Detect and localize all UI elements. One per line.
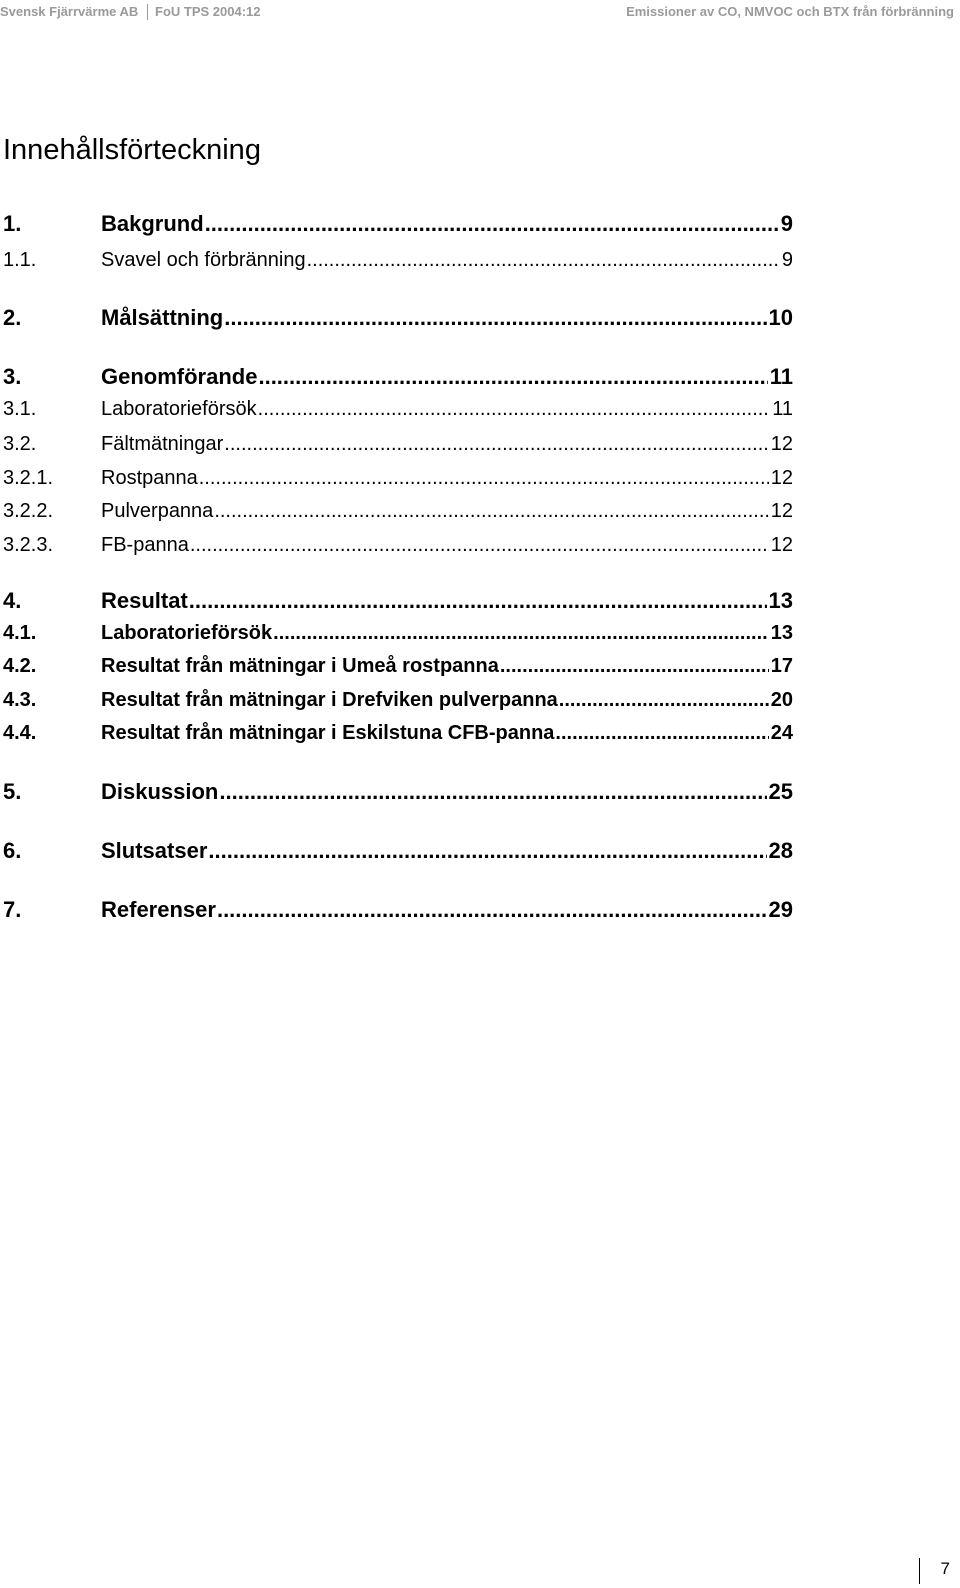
toc-entry-number: 3.2.3.	[3, 534, 54, 556]
toc-entry-page: 25	[768, 779, 793, 804]
header-organization: Svensk Fjärrvärme AB	[0, 4, 139, 19]
toc-dot-leader	[219, 779, 766, 805]
toc-entry-number: 4.2.	[3, 655, 37, 677]
toc-entry-page: 13	[770, 622, 793, 644]
toc-entry-number: 4.	[3, 588, 22, 613]
toc-entry-page: 29	[768, 897, 793, 922]
toc-entry-title: Fältmätningar	[101, 433, 224, 455]
toc-entry-page: 11	[769, 364, 793, 389]
toc-entry-number: 3.	[3, 364, 22, 389]
toc-entry[interactable]	[3, 534, 793, 560]
header-document-title: Emissioner av CO, NMVOC och BTX från förbränning	[626, 4, 954, 19]
header-separator	[147, 4, 148, 20]
toc-entry-number: 4.3.	[3, 689, 37, 711]
toc-entry[interactable]	[3, 305, 793, 331]
toc-entry-number: 4.1.	[3, 622, 37, 644]
toc-entry-title: Genomförande	[101, 364, 258, 389]
toc-entry-number: 7.	[3, 897, 22, 922]
toc-entry-page: 17	[770, 655, 793, 677]
toc-dot-leader	[258, 364, 767, 390]
toc-entry-title: Laboratorieförsök	[101, 622, 273, 644]
toc-entry[interactable]	[3, 398, 793, 424]
toc-entry-page: 9	[781, 249, 793, 271]
toc-dot-leader	[217, 897, 767, 923]
toc-entry-title: Resultat	[101, 588, 188, 613]
toc-entry-title: Laboratorieförsök	[101, 398, 257, 420]
toc-entry-number: 3.2.1.	[3, 467, 54, 489]
toc-dot-leader	[205, 211, 779, 237]
toc-entry-page: 24	[770, 722, 793, 744]
toc-entry-title: Resultat från mätningar i Drefviken pulverpanna	[101, 689, 558, 711]
toc-entry-number: 4.4.	[3, 722, 37, 744]
toc-entry-page: 12	[770, 534, 793, 556]
toc-entry-number: 6.	[3, 838, 22, 863]
toc-entry[interactable]	[3, 500, 793, 526]
toc-entry-title: Bakgrund	[101, 211, 204, 236]
toc-entry-number: 3.1.	[3, 398, 37, 420]
toc-dot-leader	[307, 249, 780, 272]
toc-dot-leader	[500, 655, 769, 678]
toc-entry[interactable]	[3, 897, 793, 923]
page-number: 7	[940, 1559, 950, 1578]
toc-dot-leader	[214, 500, 768, 523]
toc-entry-number: 3.2.2.	[3, 500, 54, 522]
toc-entry-page: 28	[768, 838, 793, 863]
toc-dot-leader	[199, 467, 769, 490]
toc-entry-page: 11	[772, 398, 793, 420]
toc-dot-leader	[190, 534, 769, 557]
toc-heading: Innehållsförteckning	[3, 134, 261, 166]
toc-entry-title: FB-panna	[101, 534, 189, 556]
toc-entry-title: Svavel och förbränning	[101, 249, 306, 271]
toc-entry[interactable]	[3, 722, 793, 748]
page-header	[0, 4, 960, 20]
toc-dot-leader	[555, 722, 768, 745]
toc-entry[interactable]	[3, 838, 793, 864]
toc-entry-number: 1.1.	[3, 249, 37, 271]
toc-entry[interactable]	[3, 211, 793, 237]
toc-dot-leader	[273, 622, 769, 645]
header-report-number: FoU TPS 2004:12	[155, 4, 261, 19]
toc-entry-title: Resultat från mätningar i Umeå rostpanna	[101, 655, 499, 677]
toc-entry-page: 12	[770, 500, 793, 522]
toc-entry-title: Målsättning	[101, 305, 224, 330]
toc-entry-title: Pulverpanna	[101, 500, 214, 522]
toc-entry-number: 3.2.	[3, 433, 37, 455]
toc-dot-leader	[224, 433, 768, 456]
toc-entry-page: 12	[770, 467, 793, 489]
toc-dot-leader	[258, 398, 771, 421]
toc-dot-leader	[224, 305, 766, 331]
toc-entry-page: 10	[768, 305, 793, 330]
toc-entry-title: Diskussion	[101, 779, 219, 804]
toc-entry[interactable]	[3, 779, 793, 805]
toc-entry[interactable]	[3, 622, 793, 648]
toc-dot-leader	[189, 588, 767, 614]
toc-entry[interactable]	[3, 655, 793, 681]
toc-entry[interactable]	[3, 364, 793, 390]
toc-entry[interactable]	[3, 588, 793, 614]
toc-entry-page: 9	[780, 211, 793, 236]
toc-entry-title: Rostpanna	[101, 467, 198, 489]
toc-entry-number: 5.	[3, 779, 22, 804]
toc-dot-leader	[559, 689, 769, 712]
footer-rule	[919, 1558, 920, 1584]
toc-entry[interactable]	[3, 433, 793, 459]
toc-entry[interactable]	[3, 689, 793, 715]
toc-entry-number: 1.	[3, 211, 22, 236]
toc-entry-title: Resultat från mätningar i Eskilstuna CFB-panna	[101, 722, 555, 744]
toc-entry-page: 13	[768, 588, 793, 613]
toc-entry-title: Referenser	[101, 897, 216, 922]
toc-entry-title: Slutsatser	[101, 838, 208, 863]
toc-entry-page: 20	[770, 689, 793, 711]
toc-dot-leader	[208, 838, 766, 864]
toc-entry[interactable]	[3, 249, 793, 275]
toc-entry-page: 12	[770, 433, 793, 455]
toc-entry-number: 2.	[3, 305, 22, 330]
toc-entry[interactable]	[3, 467, 793, 493]
